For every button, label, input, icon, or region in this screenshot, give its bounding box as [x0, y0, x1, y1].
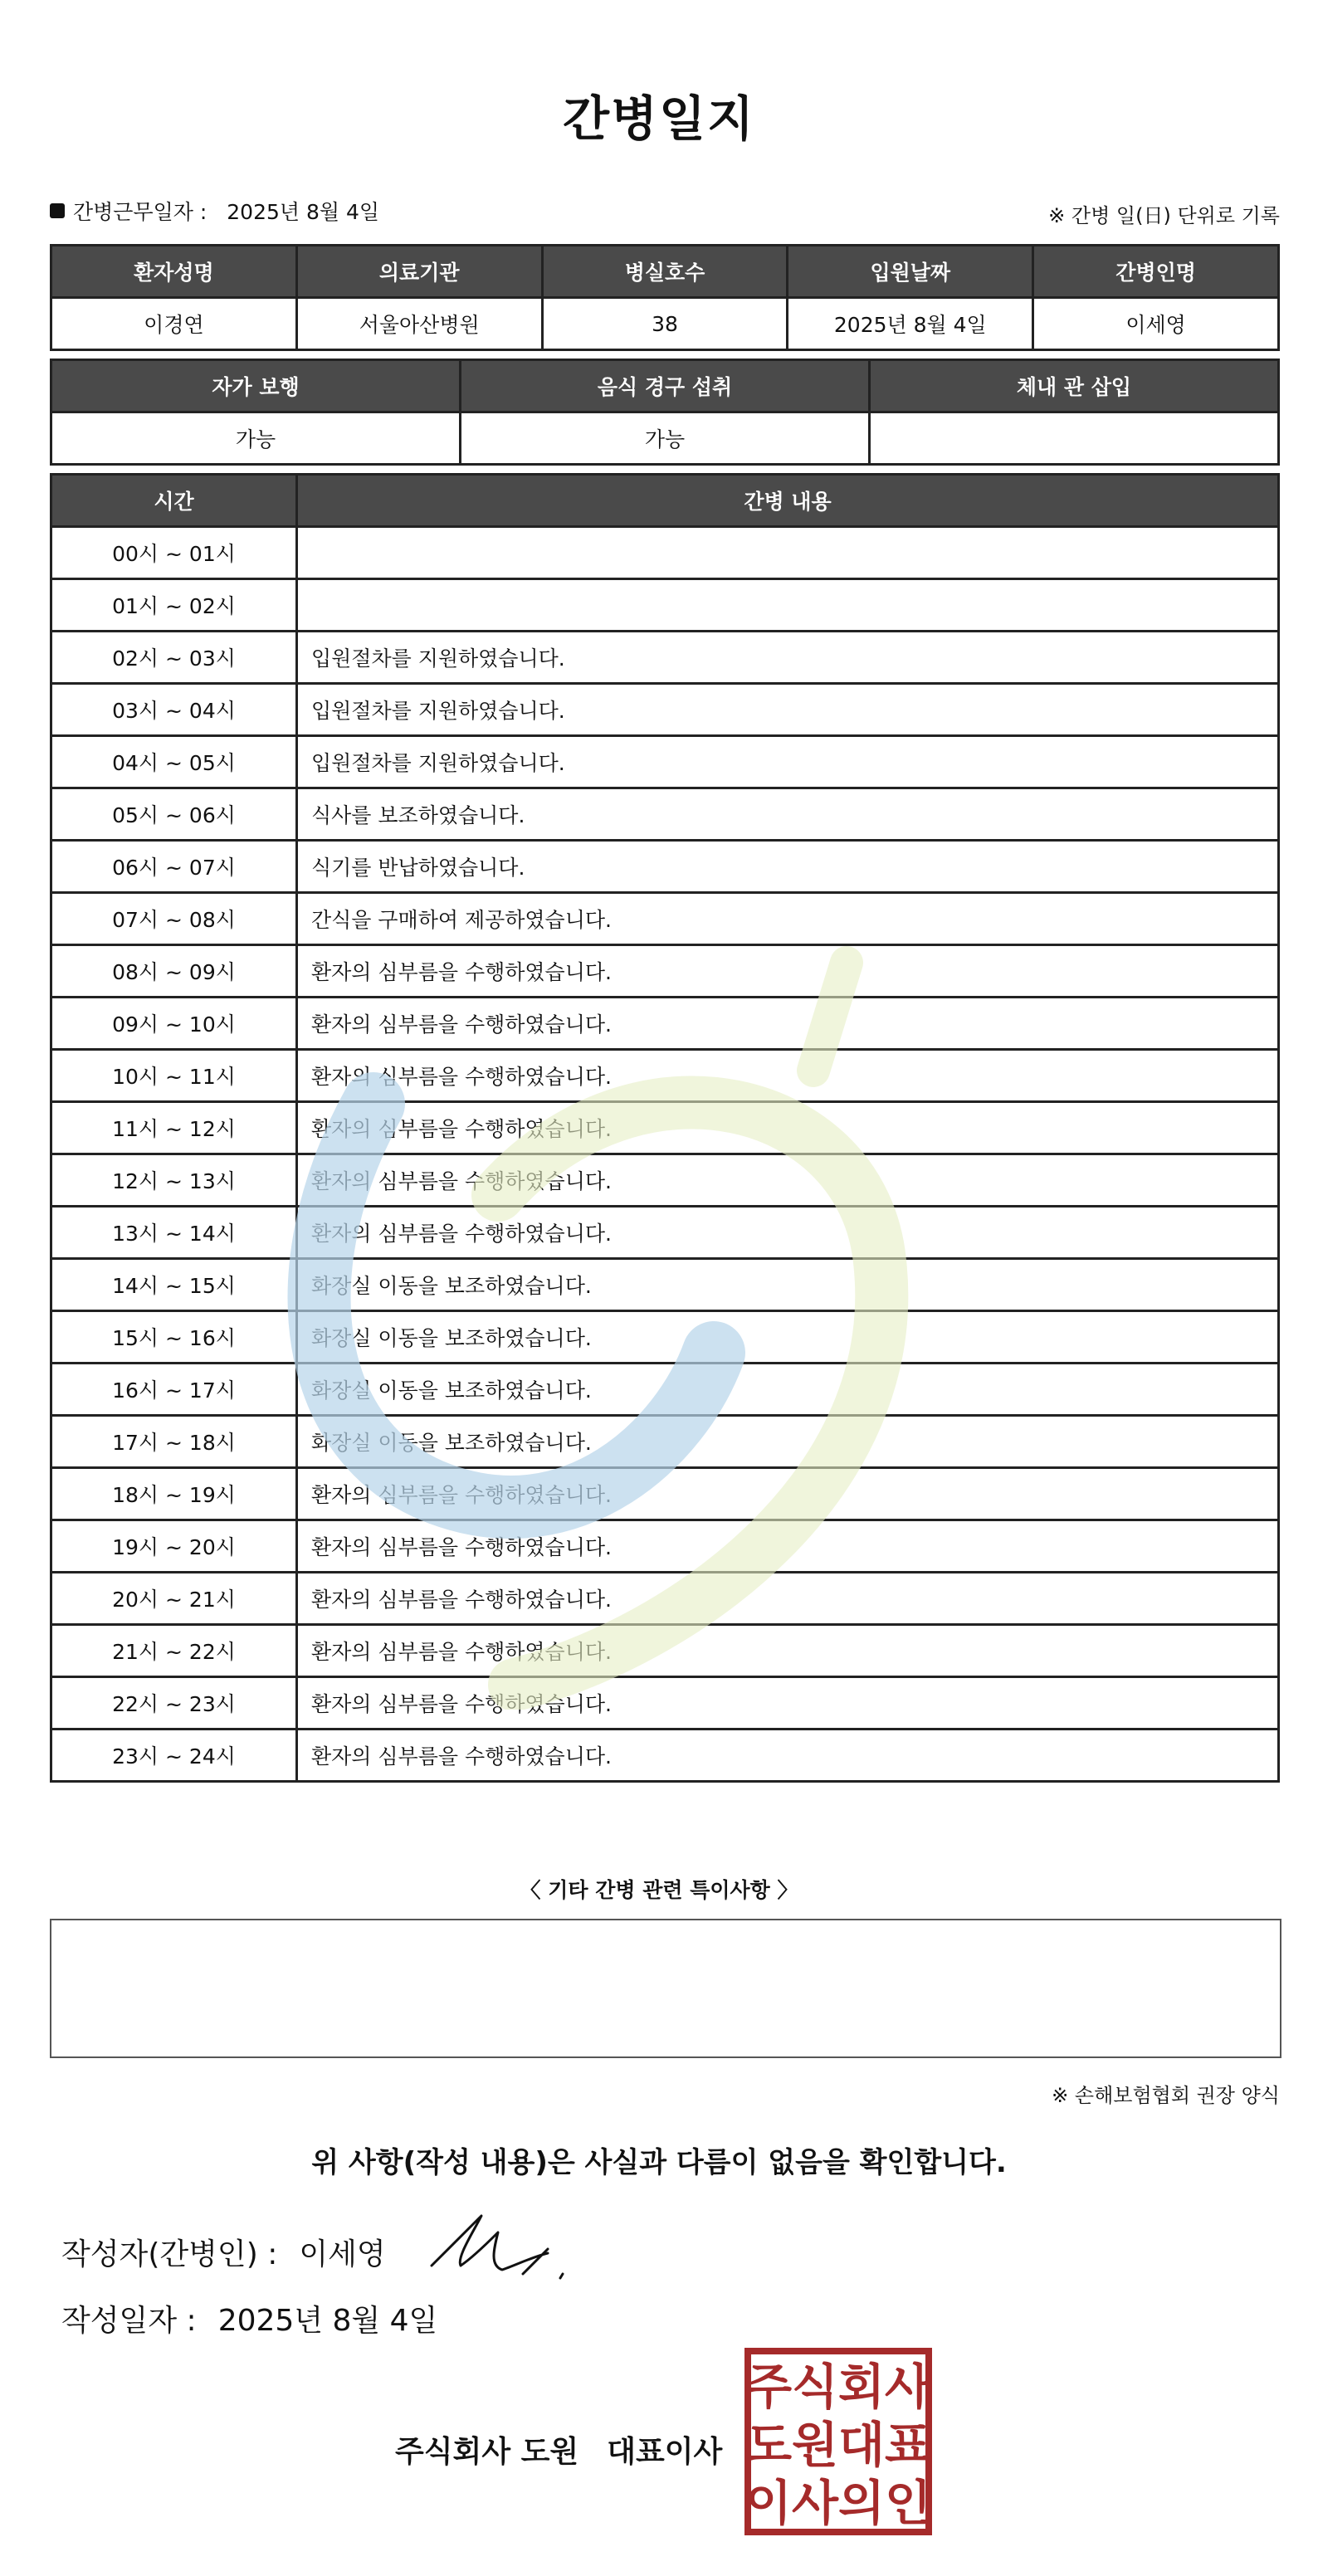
care-content-cell: 식사를 보조하였습니다. — [297, 788, 1279, 841]
header-time: 시간 — [51, 475, 297, 527]
time-slot-cell: 11시 ~ 12시 — [51, 1102, 297, 1154]
time-slot-cell: 04시 ~ 05시 — [51, 736, 297, 788]
header-patient-name: 환자성명 — [51, 246, 297, 298]
header-room-number: 병실호수 — [542, 246, 788, 298]
care-log-table — [50, 473, 1280, 1783]
care-content-cell: 환자의 심부름을 수행하였습니다. — [297, 945, 1279, 998]
written-date-value: 2025년 8월 4일 — [217, 2304, 438, 2338]
care-log-row — [51, 1730, 1279, 1782]
seal-character: 원 — [791, 2417, 839, 2473]
care-log-header-row — [51, 475, 1279, 527]
care-log-row — [51, 1154, 1279, 1207]
header-tube-insertion: 체내 관 삽입 — [870, 360, 1279, 412]
recommended-form-note: ※ 손해보험협회 권장 양식 — [1052, 2084, 1280, 2107]
care-content-cell: 환자의 심부름을 수행하였습니다. — [297, 998, 1279, 1050]
care-log-row — [51, 788, 1279, 841]
care-log-row — [51, 1468, 1279, 1520]
care-content-cell: 간식을 구매하여 제공하였습니다. — [297, 893, 1279, 945]
time-slot-cell: 12시 ~ 13시 — [51, 1154, 297, 1207]
care-log-row — [51, 1207, 1279, 1259]
care-content-cell: 환자의 심부름을 수행하였습니다. — [297, 1625, 1279, 1677]
care-content-cell: 환자의 심부름을 수행하였습니다. — [297, 1520, 1279, 1573]
handwritten-signature — [423, 2208, 581, 2291]
time-slot-cell: 20시 ~ 21시 — [51, 1573, 297, 1625]
care-content-cell: 입원절차를 지원하였습니다. — [297, 736, 1279, 788]
patient-status-table — [50, 359, 1280, 466]
care-content-cell: 화장실 이동을 보조하였습니다. — [297, 1311, 1279, 1364]
time-slot-cell: 22시 ~ 23시 — [51, 1677, 297, 1730]
care-content-cell: 환자의 심부름을 수행하였습니다. — [297, 1050, 1279, 1102]
care-content-cell: 입원절차를 지원하였습니다. — [297, 684, 1279, 736]
care-content-cell: 환자의 심부름을 수행하였습니다. — [297, 1677, 1279, 1730]
document-title: 간병일지 — [562, 90, 756, 147]
care-content-cell: 환자의 심부름을 수행하였습니다. — [297, 1573, 1279, 1625]
company-representative: 대표이사 — [607, 2435, 723, 2469]
seal-character: 표 — [884, 2417, 932, 2473]
writer-name: 이세영 — [299, 2237, 386, 2271]
header-caregiver-name: 간병인명 — [1033, 246, 1279, 298]
patient-info-header-row — [51, 246, 1279, 298]
seal-character: 대 — [837, 2417, 886, 2473]
company-name: 주식회사 도원 — [395, 2435, 579, 2469]
hospital-cell: 서울아산병원 — [296, 298, 542, 350]
care-content-cell: 환자의 심부름을 수행하였습니다. — [297, 1730, 1279, 1782]
time-slot-cell: 21시 ~ 22시 — [51, 1625, 297, 1677]
care-content-cell: 화장실 이동을 보조하였습니다. — [297, 1259, 1279, 1311]
header-hospital: 의료기관 — [296, 246, 542, 298]
patient-name-cell: 이경연 — [51, 298, 297, 350]
work-date-value: 2025년 8월 4일 — [227, 200, 380, 224]
confirmation-statement: 위 사항(작성 내용)은 사실과 다름이 없음을 확인합니다. — [311, 2146, 1007, 2179]
care-log-row — [51, 1573, 1279, 1625]
care-content-cell: 화장실 이동을 보조하였습니다. — [297, 1364, 1279, 1416]
time-slot-cell: 17시 ~ 18시 — [51, 1416, 297, 1468]
care-log-row — [51, 1259, 1279, 1311]
special-notes-title: 〈 기타 간병 관련 특이사항 〉 — [520, 1878, 798, 1902]
header-self-walking: 자가 보행 — [51, 360, 461, 412]
care-log-row — [51, 1520, 1279, 1573]
seal-character: 이 — [744, 2475, 793, 2531]
patient-info-table — [50, 244, 1280, 351]
seal-character: 인 — [884, 2475, 932, 2531]
work-date-line — [50, 196, 379, 226]
time-slot-cell: 01시 ~ 02시 — [51, 579, 297, 632]
care-content-cell: 화장실 이동을 보조하였습니다. — [297, 1416, 1279, 1468]
care-log-row — [51, 1311, 1279, 1364]
patient-status-value-row — [51, 412, 1279, 465]
room-number-cell: 38 — [542, 298, 788, 350]
time-slot-cell: 13시 ~ 14시 — [51, 1207, 297, 1259]
care-log-row — [51, 1625, 1279, 1677]
oral-intake-cell: 가능 — [461, 412, 870, 465]
care-log-row — [51, 736, 1279, 788]
care-log-row — [51, 684, 1279, 736]
writer-label: 작성자(간병인) : — [61, 2237, 278, 2271]
care-log-row — [51, 579, 1279, 632]
time-slot-cell: 08시 ~ 09시 — [51, 945, 297, 998]
time-slot-cell: 15시 ~ 16시 — [51, 1311, 297, 1364]
time-slot-cell: 23시 ~ 24시 — [51, 1730, 297, 1782]
header-care-content: 간병 내용 — [297, 475, 1279, 527]
patient-info-value-row — [51, 298, 1279, 350]
care-content-cell: 환자의 심부름을 수행하였습니다. — [297, 1207, 1279, 1259]
care-log-row — [51, 945, 1279, 998]
seal-character: 도 — [744, 2417, 793, 2473]
time-slot-cell: 03시 ~ 04시 — [51, 684, 297, 736]
admission-date-cell: 2025년 8월 4일 — [788, 298, 1033, 350]
care-log-row — [51, 1102, 1279, 1154]
time-slot-cell: 09시 ~ 10시 — [51, 998, 297, 1050]
square-bullet-icon — [50, 203, 65, 218]
care-log-row — [51, 841, 1279, 893]
seal-character: 회 — [837, 2359, 886, 2415]
written-date-label: 작성일자 : — [61, 2304, 197, 2338]
care-content-cell — [297, 527, 1279, 579]
header-admission-date: 입원날짜 — [788, 246, 1033, 298]
care-log-row — [51, 998, 1279, 1050]
time-slot-cell: 06시 ~ 07시 — [51, 841, 297, 893]
writer-line — [61, 2231, 386, 2273]
special-notes-box — [50, 1919, 1281, 2058]
care-log-row — [51, 527, 1279, 579]
company-seal-stamp — [744, 2347, 933, 2536]
time-slot-cell: 05시 ~ 06시 — [51, 788, 297, 841]
seal-character: 사 — [791, 2475, 839, 2531]
care-log-row — [51, 1416, 1279, 1468]
time-slot-cell: 19시 ~ 20시 — [51, 1520, 297, 1573]
care-log-row — [51, 1364, 1279, 1416]
time-slot-cell: 02시 ~ 03시 — [51, 632, 297, 684]
care-content-cell — [297, 579, 1279, 632]
seal-character: 식 — [791, 2359, 839, 2415]
patient-status-header-row — [51, 360, 1279, 412]
time-slot-cell: 16시 ~ 17시 — [51, 1364, 297, 1416]
time-slot-cell: 00시 ~ 01시 — [51, 527, 297, 579]
written-date-line — [61, 2297, 437, 2339]
care-content-cell: 식기를 반납하였습니다. — [297, 841, 1279, 893]
care-content-cell: 환자의 심부름을 수행하였습니다. — [297, 1154, 1279, 1207]
self-walking-cell: 가능 — [51, 412, 461, 465]
caregiver-name-cell: 이세영 — [1033, 298, 1279, 350]
time-slot-cell: 18시 ~ 19시 — [51, 1468, 297, 1520]
care-log-row — [51, 1677, 1279, 1730]
header-oral-intake: 음식 경구 섭취 — [461, 360, 870, 412]
care-log-row — [51, 1050, 1279, 1102]
seal-character: 사 — [884, 2359, 932, 2415]
seal-character: 의 — [837, 2475, 886, 2531]
time-slot-cell: 14시 ~ 15시 — [51, 1259, 297, 1311]
care-content-cell: 환자의 심부름을 수행하였습니다. — [297, 1102, 1279, 1154]
seal-character: 주 — [744, 2359, 793, 2415]
tube-insertion-cell — [870, 412, 1279, 465]
care-log-row — [51, 632, 1279, 684]
time-slot-cell: 10시 ~ 11시 — [51, 1050, 297, 1102]
time-slot-cell: 07시 ~ 08시 — [51, 893, 297, 945]
care-log-row — [51, 893, 1279, 945]
work-date-label: 간병근무일자 : — [73, 200, 207, 224]
care-content-cell: 입원절차를 지원하였습니다. — [297, 632, 1279, 684]
care-content-cell: 환자의 심부름을 수행하였습니다. — [297, 1468, 1279, 1520]
company-signature-line — [395, 2428, 722, 2471]
daily-record-note: ※ 간병 일(日) 단위로 기록 — [1048, 204, 1280, 227]
